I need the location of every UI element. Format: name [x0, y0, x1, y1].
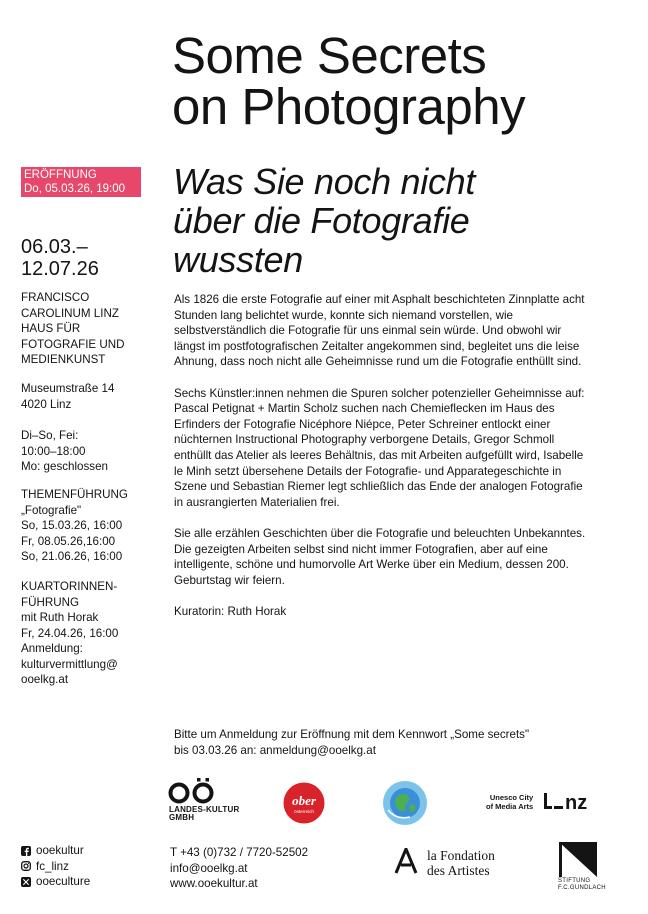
curator-tour-block: [21, 579, 151, 688]
ooe-logo-text: [169, 806, 239, 822]
page-title: [172, 27, 526, 135]
social-x[interactable]: [21, 874, 90, 890]
fondation-line-1: la Fondation: [427, 848, 495, 863]
subtitle-line-2: über die Fotografie: [173, 200, 470, 241]
venue-line: CAROLINUM LINZ: [21, 306, 119, 320]
themed-tour-block: [21, 487, 151, 565]
venue-block: [21, 290, 151, 368]
body-paragraph-1: Als 1826 die erste Fotografie auf einer mit Asphalt beschichteten Zinnplatte acht Stunden lang belichtet wurde, konnte sich niemand vorstellen, wie selbstverständlich die Fotografie für uns einmal sein würde. Und obwohl wir längst im postfotografischen Zeitalter angekommen sind, begleitet uns die leise Ahnung, dass noch nicht alle Geheimnisse rund um die Fotografie enthüllt sind.: [174, 293, 585, 369]
curator-tour-line: FÜHRUNG: [21, 595, 79, 609]
social-links: [21, 843, 90, 890]
contact-phone[interactable]: T +43 (0)732 / 7720-52502: [170, 846, 309, 859]
curator-tour-email[interactable]: kulturvermittlung@: [21, 657, 118, 671]
curator-tour-line: Anmeldung:: [21, 642, 83, 655]
body-paragraph-2: Sechs Künstler:innen nehmen die Spuren solcher potenzieller Geheimnisse auf: Pascal Petignat + Martin Scholz suchen nach Chemieflecken im Haus des Erfinders der Fotografie Nicéphore Niépce, Peter Schreiner entlockt einer nüchternen Instructional Photography verborgene Details, Gregor Schmoll enthüllt das Atelier als leeres Behältnis, das mit Arbeiten aufgefüllt wird, Isabelle le Minh setzt übersehene Details der Fotografie- und Apparategeschichte in Szene und Sebastian Riemer legt schließlich das Ende der analogen Fotografie in ausrangierten Materialien frei.: [174, 386, 585, 509]
opening-label: ERÖFFNUNG: [24, 169, 97, 181]
instagram-handle: fc_linz: [36, 859, 69, 873]
page-subtitle: [173, 162, 475, 279]
stiftung-fc-gundlach-logo[interactable]: [557, 840, 601, 878]
contact-block: [170, 845, 308, 892]
opening-hours-block: [21, 428, 151, 475]
invitation-line-2[interactable]: bis 03.03.26 an: anmeldung@ooelkg.at: [174, 743, 376, 757]
linz-logo-letters: nz: [565, 792, 588, 811]
social-instagram[interactable]: [21, 859, 90, 875]
tour-line: So, 21.06.26, 16:00: [21, 550, 123, 563]
address-line: Museumstraße 14: [21, 382, 115, 395]
address-line: 4020 Linz: [21, 397, 72, 411]
dates-line-1: 06.03.–: [21, 236, 88, 258]
unesco-line-1: Unesco City: [489, 793, 534, 802]
hours-line: Mo: geschlossen: [21, 460, 108, 473]
subtitle-line-1: Was Sie noch nicht: [173, 161, 476, 202]
fondation-des-artistes-logo: [427, 848, 495, 878]
venue-line: HAUS FÜR: [21, 322, 81, 335]
linz-logo[interactable]: [543, 791, 603, 811]
tour-line: So, 15.03.26, 16:00: [21, 519, 123, 532]
ooe-logo-line-2: GMBH: [169, 813, 195, 822]
social-facebook[interactable]: [21, 843, 90, 859]
curator-tour-line: KUARTORINNEN-: [21, 580, 118, 593]
title-line-2: on Photography: [172, 78, 526, 135]
globe-logo[interactable]: [382, 780, 428, 826]
address-block: [21, 381, 151, 412]
body-text: [174, 292, 594, 635]
invitation-note: [174, 727, 614, 758]
opening-badge: [21, 167, 141, 197]
venue-line: FOTOGRAFIE UND: [21, 337, 125, 351]
unesco-line-2: of Media Arts: [486, 801, 534, 811]
stiftung-line-2: F.C.GUNDLACH: [558, 884, 606, 891]
contact-email[interactable]: info@ooelkg.at: [170, 861, 248, 875]
ober-logo-subword: österreich: [294, 809, 314, 814]
opening-date: Do, 05.03.26, 19:00: [24, 183, 126, 195]
tour-line: THEMENFÜHRUNG: [21, 488, 128, 501]
ooe-landeskultur-logo[interactable]: [168, 778, 218, 806]
invitation-line-1: Bitte um Anmeldung zur Eröffnung mit dem Kennwort „Some secrets": [174, 728, 530, 741]
fondation-line-2: des Artistes: [427, 863, 490, 878]
title-line-1: Some Secrets: [172, 27, 487, 84]
x-icon: [21, 877, 31, 887]
ober-logo-word: ober: [292, 793, 316, 808]
tour-line: „Fotografie": [21, 503, 82, 517]
subtitle-line-3: wussten: [173, 239, 303, 280]
body-paragraph-3: Sie alle erzählen Geschichten über die Fotografie und beleuchten Unbekanntes. Die gezeigten Arbeiten selbst sind nicht immer Fotografien, aber auf eine intelligente, schöne und humorvolle Art Werke über ein Medium, dessen 200. Geburtstag wir feiern.: [174, 526, 586, 587]
curator-tour-line: Fr, 24.04.26, 16:00: [21, 626, 119, 640]
exhibition-dates: [21, 236, 99, 280]
hours-line: Di–So, Fei:: [21, 429, 79, 442]
facebook-handle: ooekultur: [36, 844, 84, 857]
oberoesterreich-logo[interactable]: [283, 782, 325, 824]
ooe-logo-line-1: LANDES-KULTUR: [169, 805, 240, 814]
instagram-icon: [21, 861, 31, 871]
stiftung-line-1: STIFTUNG: [558, 878, 591, 884]
x-handle: ooeculture: [36, 875, 91, 888]
curator-credit: Kuratorin: Ruth Horak: [174, 604, 287, 618]
curator-tour-email[interactable]: ooelkg.at: [21, 673, 69, 686]
hours-line: 10:00–18:00: [21, 444, 86, 458]
venue-line: FRANCISCO: [21, 291, 90, 304]
curator-tour-line: mit Ruth Horak: [21, 611, 99, 624]
stiftung-logo-text: [558, 878, 606, 891]
venue-line: MEDIENKUNST: [21, 353, 106, 366]
fondation-des-artistes-mark[interactable]: [394, 848, 418, 874]
unesco-media-arts-label: [486, 794, 533, 811]
contact-website[interactable]: www.ooekultur.at: [170, 877, 258, 890]
dates-line-2: 12.07.26: [21, 258, 99, 280]
facebook-icon: [21, 846, 31, 856]
tour-line: Fr, 08.05.26,16:00: [21, 534, 116, 548]
